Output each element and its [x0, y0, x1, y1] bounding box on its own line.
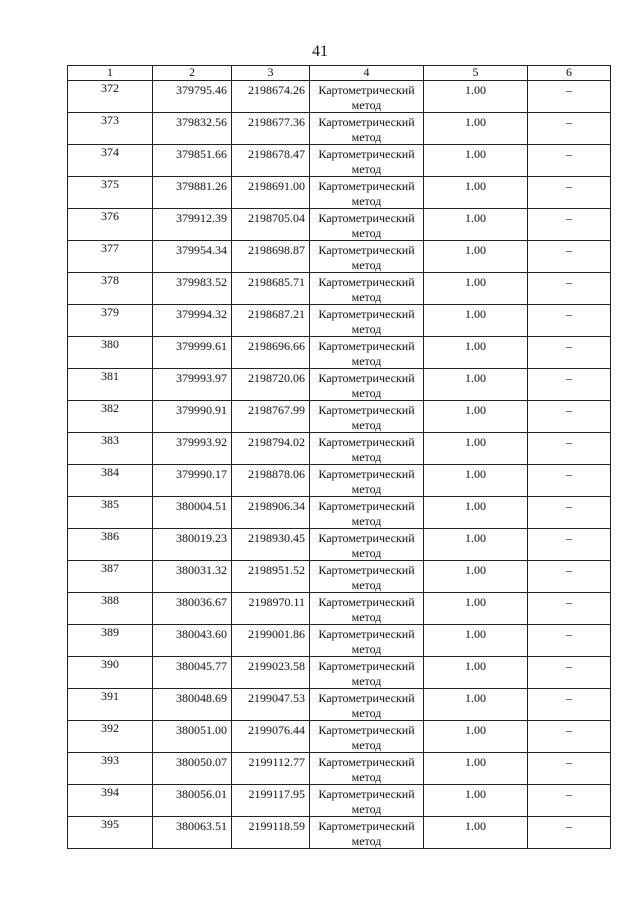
method-cell — [310, 785, 424, 817]
method-cell — [310, 177, 424, 209]
x-coordinate-cell: 380056.01 — [153, 785, 232, 817]
x-coordinate-cell: 379851.66 — [153, 145, 232, 177]
accuracy-cell: 1.00 — [424, 145, 528, 177]
method-cell — [310, 113, 424, 145]
accuracy-cell: 1.00 — [424, 337, 528, 369]
method-cell — [310, 561, 424, 593]
accuracy-cell: 1.00 — [424, 305, 528, 337]
table-row — [68, 689, 611, 721]
accuracy-cell: 1.00 — [424, 625, 528, 657]
x-coordinate-cell: 379990.91 — [153, 401, 232, 433]
point-number-cell: 395 — [68, 817, 153, 849]
method-line-2: метод — [351, 673, 382, 688]
method-line-1: Картометрический — [318, 243, 415, 257]
y-coordinate-cell: 2198930.45 — [232, 529, 310, 561]
method-line-2: метод — [351, 321, 382, 336]
x-coordinate-cell: 380063.51 — [153, 817, 232, 849]
y-coordinate-cell: 2198970.11 — [232, 593, 310, 625]
x-coordinate-cell: 379994.32 — [153, 305, 232, 337]
method-line-2: метод — [351, 577, 382, 592]
note-cell: – — [528, 241, 611, 273]
note-cell: – — [528, 337, 611, 369]
accuracy-cell: 1.00 — [424, 593, 528, 625]
y-coordinate-cell: 2199076.44 — [232, 721, 310, 753]
y-coordinate-cell: 2198705.04 — [232, 209, 310, 241]
y-coordinate-cell: 2198878.06 — [232, 465, 310, 497]
note-cell: – — [528, 529, 611, 561]
point-number-cell: 389 — [68, 625, 153, 657]
method-line-2: метод — [351, 353, 382, 368]
point-number-cell: 374 — [68, 145, 153, 177]
point-number-cell: 381 — [68, 369, 153, 401]
method-line-1: Картометрический — [318, 691, 415, 705]
accuracy-cell: 1.00 — [424, 465, 528, 497]
accuracy-cell: 1.00 — [424, 753, 528, 785]
accuracy-cell: 1.00 — [424, 81, 528, 113]
accuracy-cell: 1.00 — [424, 721, 528, 753]
method-line-2: метод — [351, 257, 382, 272]
method-line-1: Картометрический — [318, 339, 415, 353]
note-cell: – — [528, 721, 611, 753]
method-cell — [310, 465, 424, 497]
y-coordinate-cell: 2199112.77 — [232, 753, 310, 785]
method-line-1: Картометрический — [318, 115, 415, 129]
method-line-2: метод — [351, 449, 382, 464]
table-row — [68, 753, 611, 785]
y-coordinate-cell: 2198678.47 — [232, 145, 310, 177]
table-row — [68, 113, 611, 145]
point-number-cell: 384 — [68, 465, 153, 497]
point-number-cell: 383 — [68, 433, 153, 465]
accuracy-cell: 1.00 — [424, 817, 528, 849]
method-cell — [310, 657, 424, 689]
x-coordinate-cell: 379983.52 — [153, 273, 232, 305]
method-line-1: Картометрический — [318, 819, 415, 833]
method-cell — [310, 529, 424, 561]
method-cell — [310, 593, 424, 625]
x-coordinate-cell: 380051.00 — [153, 721, 232, 753]
accuracy-cell: 1.00 — [424, 401, 528, 433]
method-line-1: Картометрический — [318, 307, 415, 321]
y-coordinate-cell: 2198951.52 — [232, 561, 310, 593]
method-line-2: метод — [351, 769, 382, 784]
note-cell: – — [528, 593, 611, 625]
note-cell: – — [528, 273, 611, 305]
accuracy-cell: 1.00 — [424, 369, 528, 401]
method-cell — [310, 209, 424, 241]
note-cell: – — [528, 785, 611, 817]
accuracy-cell: 1.00 — [424, 785, 528, 817]
y-coordinate-cell: 2198906.34 — [232, 497, 310, 529]
point-number-cell: 391 — [68, 689, 153, 721]
y-coordinate-cell: 2199023.58 — [232, 657, 310, 689]
method-line-1: Картометрический — [318, 435, 415, 449]
method-line-1: Картометрический — [318, 595, 415, 609]
header-cell-2: 2 — [153, 66, 232, 81]
method-cell — [310, 433, 424, 465]
header-cell-5: 5 — [424, 66, 528, 81]
method-cell — [310, 401, 424, 433]
note-cell: – — [528, 689, 611, 721]
method-cell — [310, 337, 424, 369]
table-row — [68, 721, 611, 753]
x-coordinate-cell: 380043.60 — [153, 625, 232, 657]
table-row — [68, 145, 611, 177]
y-coordinate-cell: 2199117.95 — [232, 785, 310, 817]
x-coordinate-cell: 379912.39 — [153, 209, 232, 241]
accuracy-cell: 1.00 — [424, 177, 528, 209]
x-coordinate-cell: 380048.69 — [153, 689, 232, 721]
y-coordinate-cell: 2198794.02 — [232, 433, 310, 465]
note-cell: – — [528, 177, 611, 209]
y-coordinate-cell: 2198767.99 — [232, 401, 310, 433]
method-cell — [310, 817, 424, 849]
table-row — [68, 369, 611, 401]
y-coordinate-cell: 2198687.21 — [232, 305, 310, 337]
point-number-cell: 390 — [68, 657, 153, 689]
method-line-1: Картометрический — [318, 371, 415, 385]
x-coordinate-cell: 379795.46 — [153, 81, 232, 113]
x-coordinate-cell: 380019.23 — [153, 529, 232, 561]
point-number-cell: 372 — [68, 81, 153, 113]
method-line-2: метод — [351, 641, 382, 656]
method-line-2: метод — [351, 833, 382, 848]
method-line-1: Картометрический — [318, 83, 415, 97]
method-line-1: Картометрический — [318, 403, 415, 417]
table-row — [68, 625, 611, 657]
coordinates-table — [67, 65, 611, 849]
method-line-1: Картометрический — [318, 787, 415, 801]
table-row — [68, 785, 611, 817]
method-cell — [310, 81, 424, 113]
note-cell: – — [528, 305, 611, 337]
table-row — [68, 177, 611, 209]
x-coordinate-cell: 380045.77 — [153, 657, 232, 689]
y-coordinate-cell: 2198685.71 — [232, 273, 310, 305]
table-body — [68, 81, 611, 849]
accuracy-cell: 1.00 — [424, 657, 528, 689]
note-cell: – — [528, 561, 611, 593]
note-cell: – — [528, 625, 611, 657]
method-line-2: метод — [351, 289, 382, 304]
method-line-2: метод — [351, 161, 382, 176]
point-number-cell: 388 — [68, 593, 153, 625]
x-coordinate-cell: 379993.92 — [153, 433, 232, 465]
method-line-2: метод — [351, 737, 382, 752]
table-row — [68, 497, 611, 529]
method-cell — [310, 241, 424, 273]
accuracy-cell: 1.00 — [424, 433, 528, 465]
x-coordinate-cell: 379999.61 — [153, 337, 232, 369]
method-cell — [310, 753, 424, 785]
method-line-2: метод — [351, 609, 382, 624]
point-number-cell: 380 — [68, 337, 153, 369]
point-number-cell: 382 — [68, 401, 153, 433]
table-row — [68, 337, 611, 369]
method-cell — [310, 145, 424, 177]
method-line-2: метод — [351, 417, 382, 432]
table-row — [68, 305, 611, 337]
y-coordinate-cell: 2198696.66 — [232, 337, 310, 369]
accuracy-cell: 1.00 — [424, 273, 528, 305]
method-line-1: Картометрический — [318, 467, 415, 481]
table-row — [68, 401, 611, 433]
header-cell-3: 3 — [232, 66, 310, 81]
method-cell — [310, 689, 424, 721]
accuracy-cell: 1.00 — [424, 241, 528, 273]
note-cell: – — [528, 753, 611, 785]
y-coordinate-cell: 2198691.00 — [232, 177, 310, 209]
point-number-cell: 386 — [68, 529, 153, 561]
point-number-cell: 394 — [68, 785, 153, 817]
accuracy-cell: 1.00 — [424, 113, 528, 145]
accuracy-cell: 1.00 — [424, 561, 528, 593]
note-cell: – — [528, 401, 611, 433]
method-line-2: метод — [351, 801, 382, 816]
x-coordinate-cell: 379993.97 — [153, 369, 232, 401]
note-cell: – — [528, 657, 611, 689]
method-line-1: Картометрический — [318, 563, 415, 577]
point-number-cell: 385 — [68, 497, 153, 529]
x-coordinate-cell: 380036.67 — [153, 593, 232, 625]
note-cell: – — [528, 145, 611, 177]
point-number-cell: 387 — [68, 561, 153, 593]
method-line-1: Картометрический — [318, 179, 415, 193]
table-row — [68, 241, 611, 273]
method-line-1: Картометрический — [318, 627, 415, 641]
method-line-2: метод — [351, 97, 382, 112]
accuracy-cell: 1.00 — [424, 209, 528, 241]
header-cell-1: 1 — [68, 66, 153, 81]
note-cell: – — [528, 465, 611, 497]
page-number: 41 — [312, 43, 328, 60]
method-line-1: Картометрический — [318, 499, 415, 513]
y-coordinate-cell: 2199001.86 — [232, 625, 310, 657]
note-cell: – — [528, 369, 611, 401]
table-row — [68, 593, 611, 625]
method-line-2: метод — [351, 193, 382, 208]
accuracy-cell: 1.00 — [424, 529, 528, 561]
table-row — [68, 433, 611, 465]
x-coordinate-cell: 380031.32 — [153, 561, 232, 593]
x-coordinate-cell: 379954.34 — [153, 241, 232, 273]
table-row — [68, 465, 611, 497]
method-line-2: метод — [351, 385, 382, 400]
accuracy-cell: 1.00 — [424, 497, 528, 529]
y-coordinate-cell: 2198677.36 — [232, 113, 310, 145]
method-line-2: метод — [351, 513, 382, 528]
method-cell — [310, 721, 424, 753]
x-coordinate-cell: 379990.17 — [153, 465, 232, 497]
table-row — [68, 529, 611, 561]
table-row — [68, 817, 611, 849]
note-cell: – — [528, 113, 611, 145]
table-row — [68, 657, 611, 689]
point-number-cell: 376 — [68, 209, 153, 241]
accuracy-cell: 1.00 — [424, 689, 528, 721]
point-number-cell: 393 — [68, 753, 153, 785]
method-line-1: Картометрический — [318, 531, 415, 545]
method-line-1: Картометрический — [318, 211, 415, 225]
table-header — [68, 66, 611, 81]
point-number-cell: 375 — [68, 177, 153, 209]
y-coordinate-cell: 2199047.53 — [232, 689, 310, 721]
method-line-1: Картометрический — [318, 147, 415, 161]
method-cell — [310, 273, 424, 305]
point-number-cell: 378 — [68, 273, 153, 305]
y-coordinate-cell: 2198698.87 — [232, 241, 310, 273]
method-line-1: Картометрический — [318, 723, 415, 737]
table-row — [68, 81, 611, 113]
note-cell: – — [528, 433, 611, 465]
y-coordinate-cell: 2198720.06 — [232, 369, 310, 401]
x-coordinate-cell: 380004.51 — [153, 497, 232, 529]
x-coordinate-cell: 380050.07 — [153, 753, 232, 785]
table-row — [68, 273, 611, 305]
y-coordinate-cell: 2198674.26 — [232, 81, 310, 113]
method-line-1: Картометрический — [318, 275, 415, 289]
point-number-cell: 379 — [68, 305, 153, 337]
x-coordinate-cell: 379881.26 — [153, 177, 232, 209]
note-cell: – — [528, 497, 611, 529]
method-line-2: метод — [351, 225, 382, 240]
y-coordinate-cell: 2199118.59 — [232, 817, 310, 849]
method-cell — [310, 625, 424, 657]
method-cell — [310, 497, 424, 529]
table-row — [68, 209, 611, 241]
header-cell-4: 4 — [310, 66, 424, 81]
header-cell-6: 6 — [528, 66, 611, 81]
method-line-1: Картометрический — [318, 755, 415, 769]
point-number-cell: 392 — [68, 721, 153, 753]
method-line-1: Картометрический — [318, 659, 415, 673]
note-cell: – — [528, 817, 611, 849]
method-line-2: метод — [351, 481, 382, 496]
method-line-2: метод — [351, 705, 382, 720]
point-number-cell: 373 — [68, 113, 153, 145]
method-line-2: метод — [351, 545, 382, 560]
note-cell: – — [528, 209, 611, 241]
table-row — [68, 561, 611, 593]
note-cell: – — [528, 81, 611, 113]
method-cell — [310, 369, 424, 401]
x-coordinate-cell: 379832.56 — [153, 113, 232, 145]
method-line-2: метод — [351, 129, 382, 144]
point-number-cell: 377 — [68, 241, 153, 273]
method-cell — [310, 305, 424, 337]
